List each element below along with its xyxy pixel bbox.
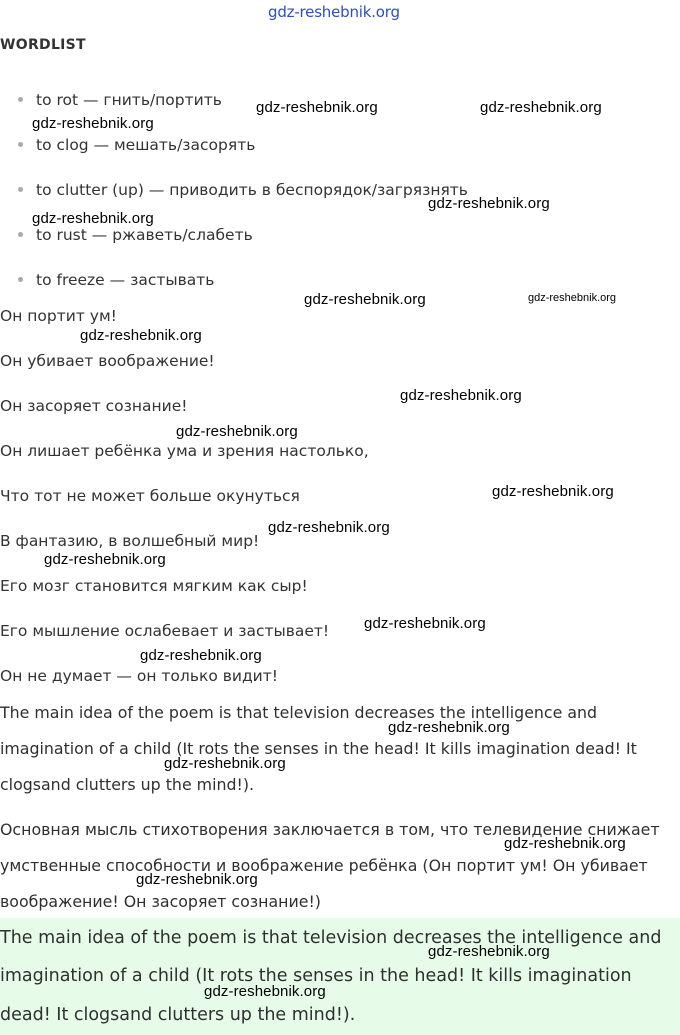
watermark: gdz-reshebnik.org <box>32 115 154 132</box>
wordlist-item <box>36 271 214 289</box>
translation-line: Он не думает — он только видит! <box>0 667 278 685</box>
wordlist-item <box>36 91 222 109</box>
bullet-icon <box>18 232 23 237</box>
wordlist-item <box>36 226 253 244</box>
answer-line: The main idea of the poem is that television decreases the intelligence and <box>0 928 662 948</box>
watermark: gdz-reshebnik.org <box>304 291 426 308</box>
main-idea-en-line: imagination of a child (It rots the senses in the head! It kills imagination dead! It <box>0 739 637 758</box>
bullet-icon <box>18 187 23 192</box>
main-idea-ru-line: Основная мысль стихотворения заключается в том, что телевидение снижает <box>0 820 660 839</box>
translation-line: Его мышление ослабевает и застывает! <box>0 622 330 640</box>
watermark: gdz-reshebnik.org <box>428 195 550 212</box>
watermark: gdz-reshebnik.org <box>140 647 262 664</box>
translation-line: Он убивает воображение! <box>0 352 215 370</box>
translation-line: Что тот не может больше окунуться <box>0 487 300 505</box>
watermark: gdz-reshebnik.org <box>164 755 286 772</box>
answer-line: dead! It clogsand clutters up the mind!). <box>0 1005 356 1025</box>
bullet-icon <box>18 277 23 282</box>
wordlist-item-text: to clutter (up) — приводить в беспорядок/загрязнять <box>36 181 468 199</box>
watermark: gdz-reshebnik.org <box>268 519 390 536</box>
watermark: gdz-reshebnik.org <box>364 615 486 632</box>
watermark: gdz-reshebnik.org <box>44 551 166 568</box>
translation-line: Он портит ум! <box>0 307 117 325</box>
translation-line: В фантазию, в волшебный мир! <box>0 532 260 550</box>
watermark: gdz-reshebnik.org <box>204 983 326 1000</box>
wordlist-item-text: to rot — гнить/портить <box>36 91 222 109</box>
watermark: gdz-reshebnik.org <box>400 387 522 404</box>
watermark: gdz-reshebnik.org <box>480 99 602 116</box>
bullet-icon <box>18 97 23 102</box>
translation-line: Его мозг становится мягким как сыр! <box>0 577 308 595</box>
wordlist-item-text: to clog — мешать/засорять <box>36 136 256 154</box>
watermark: gdz-reshebnik.org <box>492 483 614 500</box>
answer-line: imagination of a child (It rots the senses in the head! It kills imagination <box>0 966 632 986</box>
main-idea-en-line: The main idea of the poem is that television decreases the intelligence and <box>0 703 598 722</box>
watermark: gdz-reshebnik.org <box>256 99 378 116</box>
main-idea-en-line: clogsand clutters up the mind!). <box>0 775 255 794</box>
translation-line: Он лишает ребёнка ума и зрения настолько, <box>0 442 369 460</box>
watermark: gdz-reshebnik.org <box>428 943 550 960</box>
watermark: gdz-reshebnik.org <box>80 327 202 344</box>
wordlist-item-text: to rust — ржаветь/слабеть <box>36 226 253 244</box>
translation-line: Он засоряет сознание! <box>0 397 188 415</box>
wordlist-item <box>36 181 468 199</box>
watermark: gdz-reshebnik.org <box>388 719 510 736</box>
main-idea-ru-line: умственные способности и воображение ребёнка (Он портит ум! Он убивает <box>0 856 648 875</box>
main-idea-ru-line: воображение! Он засоряет сознание!) <box>0 892 321 911</box>
watermark: gdz-reshebnik.org <box>136 871 258 888</box>
watermark: gdz-reshebnik.org <box>528 292 617 304</box>
wordlist-item-text: to freeze — застывать <box>36 271 215 289</box>
watermark: gdz-reshebnik.org <box>32 210 154 227</box>
watermark: gdz-reshebnik.org <box>504 835 626 852</box>
site-header-link[interactable]: gdz-reshebnik.org <box>268 3 400 21</box>
wordlist-item <box>36 136 255 154</box>
watermark: gdz-reshebnik.org <box>176 423 298 440</box>
wordlist-heading: WORDLIST <box>0 37 86 53</box>
bullet-icon <box>18 142 23 147</box>
